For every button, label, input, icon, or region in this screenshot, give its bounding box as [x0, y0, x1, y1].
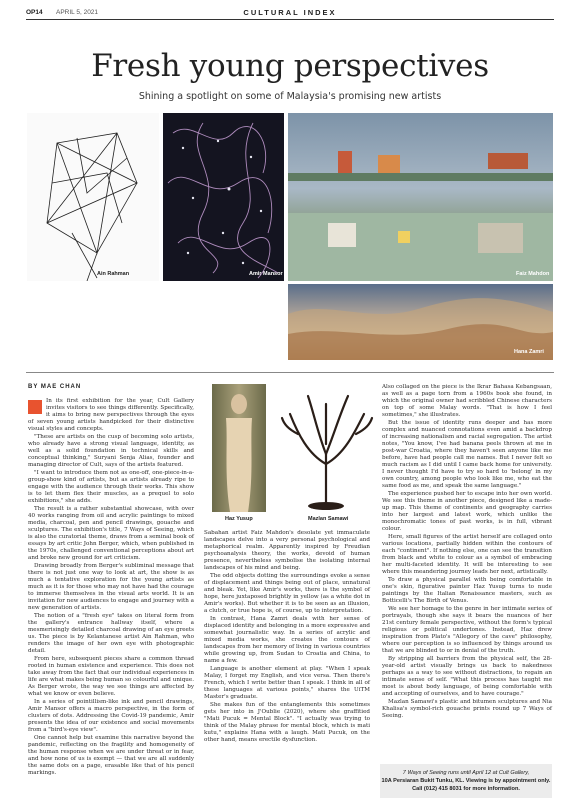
paragraph: We see her homage to the genre in her intimate series of portrayals, though she says it bears the nuances of her 21st century female perspective, without the form's typical religious or political undertones. Instead, Haz drew inspiration from Plato's "Allegory of the cave" philosophy, where our perception is so influenced by things around us that we are blinded to or in denial of the truth.: [382, 606, 552, 654]
article-title: Fresh young perspectives: [91, 48, 489, 84]
info-line-3: Call (012) 415 8031 for more information.: [412, 786, 520, 792]
paragraph: From here, subsequent pieces share a common thread rooted in human existence and experience. This does not take away from the fact that our individual experiences in life are what makes being human so colourful and unique. As Berger wrote, the way we see things are affected by what we know or even believe.: [28, 656, 194, 697]
info-line-2: 10A Persiaran Bukit Tunku, KL. Viewing is by appointment only.: [381, 778, 551, 784]
section-divider: [26, 372, 554, 373]
paragraph: By stripping all barriers from the physical self, the 28-year-old artist visually brings us back to nakedness perhaps as a way to see without distractions, to regain an intimate sense of self. "What this process has taught me most is about body language, of being comfortable with and accepting of ourselves, and to have courage.": [382, 656, 552, 697]
artwork-hana-zamri: [288, 284, 553, 360]
paragraph: "These are artists on the cusp of becoming solo artists, who already have a strong visual language, identity, as well as a solid foundation in technical skills and conceptual thinking," Suryani Senja Alias, founder and managing director of Cult, says of the artists featured.: [28, 434, 194, 468]
exhibition-info-box: [380, 764, 552, 798]
paragraph: The experience pushed her to escape into her own world. We see this theme in another piece, designed like a made-up map. This theme of continents and geography carries into her largest and latest work, which unlike the monochromatic tones of past works, is in full, vibrant colour.: [382, 491, 552, 532]
page-header: [26, 6, 554, 20]
artwork-faiz-mahdon: [288, 113, 553, 281]
paragraph: The odd objects dotting the surroundings evoke a sense of displacement and things being out of place, unnatural and bleak. Yet, like Amir's works, there is the symbol of hope, here juxtaposed brightly in yellow (as a white dot in Amir's works). But whether it is to be seen as an illusion, a clutch, or true hope is, of course, up to interpretation.: [204, 573, 370, 614]
paragraph: Mazlan Samawi's plastic and bitumen sculptures and Nia Khalisa's symbol-rich gouache prints round up 7 Ways of Seeing.: [382, 699, 552, 719]
paragraph: In its first exhibition for the year, Cult Gallery invites visitors to see things differently. Specifically, it aims to bring new perspectives through the eyes of seven young artists handpicked for their distinctive visual styles and concepts.: [28, 398, 194, 432]
paragraph: In a series of pointillism-like ink and pencil drawings, Amir Mansor offers a macro perspective, in the form of clusters of dots. Addressing the Covid-19 pandemic, Amir presents the idea of our existence and social movements from a "bird's-eye view".: [28, 699, 194, 733]
caption-faiz-mahdon: Faiz Mahdon: [516, 271, 550, 277]
paragraph: "I want to introduce them not as one-off, one-piece-in-a-group-show kind of artists, but as artists already ripe to engage with the audience through their works. This show is to let them flex their muscles, as a prequel to solo exhibitions," she adds.: [28, 470, 194, 504]
byline: BY MAE CHAN: [28, 384, 82, 390]
drop-square-icon: [28, 400, 42, 414]
artwork-ain-rahman: [27, 113, 159, 281]
article-column-1: [28, 398, 194, 778]
paragraph: Drawing broadly from Berger's subliminal message that there is not just one way to look at art, the show is as much a tentative exploration for the young artists as much as it is for those who may not have had the courage to immerse themselves in the visual arts world. It is an invitation for new audiences to engage and journey with a new generation of artists.: [28, 563, 194, 611]
caption-mazlan-samawi: Mazlan Samawi: [308, 516, 349, 522]
paragraph: One cannot help but examine this narrative beyond the pandemic, reflecting on the fragility and homogeneity of the human response when we are under threat or in fear, and how none of us is exempt — that we are all suddenly the same dots on a page, erasable like that of his pencil markings.: [28, 735, 194, 776]
paragraph: The notion of a "fresh eye" takes on literal form from the gallery's entrance hallway itself, where a mesmerisingly detailed charcoal drawing of an eye greets us. The piece is by Kelantanese artist Ain Rahman, who renders the image of her own eye with photographic detail.: [28, 613, 194, 654]
paragraph: In contrast, Hana Zamri deals with her sense of displaced identity and belonging in a more expressive and somewhat journalistic way. In a series of acrylic and mixed media works, she creates the contours of landscapes from her memory of living in various countries while growing up, from Sudan to Croatia and China, to name a few.: [204, 616, 370, 664]
issue-date: APRIL 5, 2021: [56, 9, 99, 16]
info-line-1: 7 Ways of Seeing runs until April 12 at Cult Gallery,: [402, 770, 530, 776]
paragraph: Here, small figures of the artist herself are collaged onto various locations, partially hidden within the contours of each "continent". If nothing else, one can see the transition from black and white to colour as a symbol of embracing her multi-faceted identity. It will be interesting to see where this meandering journey leads her next, artistically.: [382, 534, 552, 575]
article-subtitle: Shining a spotlight on some of Malaysia's promising new artists: [138, 91, 442, 102]
artwork-mazlan-samawi: [278, 384, 374, 512]
page-number: OP14: [26, 9, 43, 16]
caption-haz-yusup: Haz Yusup: [225, 516, 253, 522]
artwork-amir-mansor: [163, 113, 284, 281]
paragraph: She makes fun of the entanglements this sometimes gets her into in J'Oublie (2020), where she graffitied "Mati Pucuk = Mental Block". "I actually was trying to think of the Malay phrase for mental block, which is mati kutu," explains Hana with a laugh. Mati Pucuk, on the other hand, means erectile dysfunction.: [204, 702, 370, 743]
paragraph: Also collaged on the piece is the Ikrar Bahasa Kebangsaan, as well as a page torn from a 1960s book she found, in which the original owner had scribbled Chinese characters on top of some Malay words. "That is how I feel sometimes," she illustrates.: [382, 384, 552, 418]
paragraph: But the issue of identity runs deeper and has more complex and nuanced connotations even amid a backdrop of increasing nationalism and racial segregation. The artist notes, "You know, I've had banana peels thrown at me in post-war Croatia, where they haven't seen anyone like me before, have had people call me names. But I never felt so much racism as I did until I came back home for university. I never thought I'd have to try so hard to 'belong' in my own country, among people who look like me, who eat the same food as me, and speak the same language.": [382, 420, 552, 489]
section-name: CULTURAL INDEX: [243, 8, 337, 17]
paragraph: Language is another element at play. "When I speak Malay, I forget my English, and vice versa. Then there's French, which I write better than I speak. I think in all of these languages at various points," shares the UiTM Master's graduate.: [204, 666, 370, 700]
paragraph: The result is a rather substantial showcase, with over 40 works ranging from oil and acrylic paintings to mixed media, charcoal, pen and pencil drawings, gouache and sculptures. The exhibition's title, 7 Ways of Seeing, which is also the curatorial theme, draws from a seminal book of essays by art critic John Berger, which, when published in the 1970s, challenged conventional perceptions about art and broke new ground for art criticism.: [28, 506, 194, 561]
artwork-haz-yusup: [212, 384, 266, 512]
article-column-2: [204, 530, 370, 745]
paragraph: Sabahan artist Faiz Mahdon's desolate yet immaculate landscapes delve into a very personal psychological and metaphorical realm. Apparently inspired by Freudian psychoanalysis theory, the works, devoid of human presence, nevertheless symbolise the isolating internal landscapes of his mind and being.: [204, 530, 370, 571]
caption-ain-rahman: Ain Rahman: [97, 271, 130, 277]
caption-amir-mansor: Amir Mansor: [249, 271, 283, 277]
article-column-3: [382, 384, 552, 721]
caption-hana-zamri: Hana Zamri: [514, 349, 544, 355]
paragraph: To draw a physical parallel with being comfortable in one's skin, figurative painter Haz Yusup turns to nude paintings by the Italian Renaissance masters, such as Botticelli's The Birth of Venus.: [382, 577, 552, 604]
